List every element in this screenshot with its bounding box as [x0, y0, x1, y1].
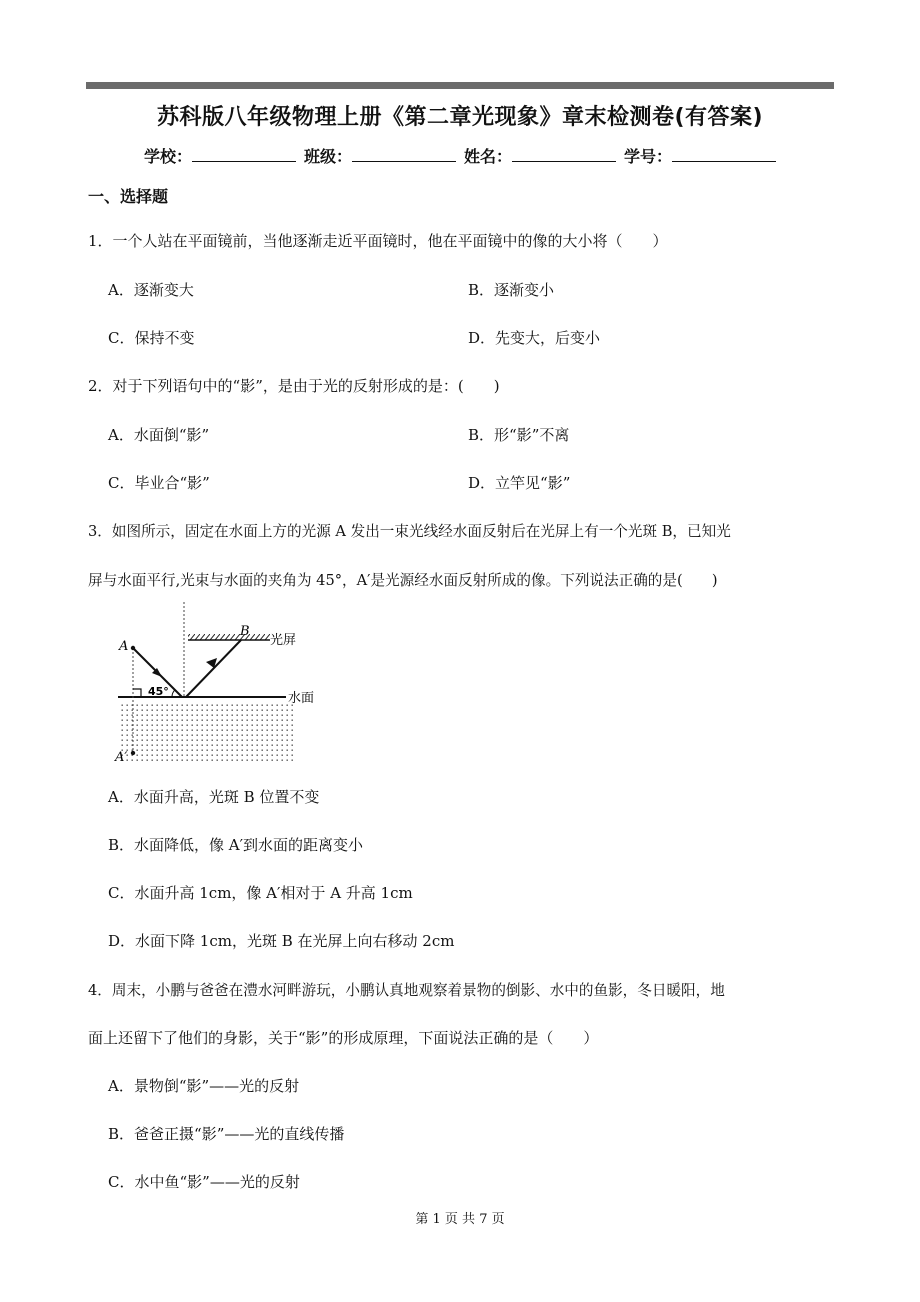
water-label: 水面	[288, 691, 315, 706]
angle-arc	[172, 690, 175, 697]
question-2-option-d: D．立竿见“影”	[468, 474, 571, 492]
question-3-option-c: C．水面升高 1cm，像 A′相对于 A 升高 1cm	[108, 884, 413, 902]
question-2-option-a: A．水面倒“影”	[108, 426, 210, 444]
water-body	[118, 702, 294, 764]
section-heading: 一、选择题	[88, 187, 169, 206]
question-1-option-c: C．保持不变	[108, 329, 195, 347]
school-label: 学校：	[143, 147, 192, 166]
question-1-stem: 1．一个人站在平面镜前，当他逐渐走近平面镜时，他在平面镜中的像的大小将（ ）	[88, 232, 668, 250]
question-4-stem-line-2: 面上还留下了他们的身影，关于“影”的形成原理，下面说法正确的是（ ）	[88, 1029, 599, 1047]
right-angle-mark	[133, 689, 141, 697]
point-a	[131, 646, 135, 650]
question-3-stem-line-1: 3．如图所示，固定在水面上方的光源 A 发出一束光线经水面反射后在光屏上有一个光斑 B，已知光	[88, 523, 731, 540]
question-1-option-a: A．逐渐变大	[108, 281, 194, 299]
class-blank	[352, 147, 456, 162]
student-id-blank	[672, 147, 776, 162]
question-1-option-b: B．逐渐变小	[468, 281, 555, 299]
question-1-option-d: D．先变大，后变小	[468, 329, 601, 347]
question-3-option-a: A．水面升高，光斑 B 位置不变	[108, 788, 320, 806]
point-a-prime	[131, 751, 135, 755]
header-rule	[86, 82, 834, 89]
student-info-line	[0, 144, 920, 167]
question-4-option-c: C．水中鱼“影”——光的反射	[108, 1173, 300, 1191]
label-a-prime: A′	[115, 750, 128, 765]
label-b: B	[240, 624, 250, 639]
question-2-stem: 2．对于下列语句中的“影”，是由于光的反射形成的是：( )	[88, 377, 500, 395]
school-blank	[192, 147, 296, 162]
screen-label: 光屏	[270, 633, 297, 648]
question-3-option-b: B．水面降低，像 A′到水面的距离变小	[108, 836, 364, 854]
reflection-diagram	[110, 598, 330, 770]
question-3-option-d: D．水面下降 1cm，光斑 B 在光屏上向右移动 2cm	[108, 932, 455, 950]
name-label: 姓名：	[464, 147, 513, 166]
page-footer: 第 1 页 共 7 页	[415, 1212, 505, 1227]
question-4-option-b: B．爸爸正摄“影”——光的直线传播	[108, 1125, 345, 1143]
reflected-ray	[186, 640, 241, 697]
question-2-option-b: B．形“影”不离	[468, 426, 570, 444]
angle-label: 45°	[148, 685, 169, 698]
question-4-stem-line-1: 4．周末，小鹏与爸爸在澧水河畔游玩，小鹏认真地观察着景物的倒影、水中的鱼影，冬日暖阳，地	[88, 982, 725, 999]
question-4-option-a: A．景物倒“影”——光的反射	[108, 1077, 300, 1095]
class-label: 班级：	[303, 147, 352, 166]
name-blank	[512, 147, 616, 162]
question-3-stem-line-2: 屏与水面平行,光束与水面的夹角为 45°，A′是光源经水面反射所成的像。下列说法正确的是( )	[88, 572, 718, 589]
screen-hatching	[188, 634, 270, 640]
page-title: 苏科版八年级物理上册《第二章光现象》章末检测卷(有答案)	[156, 105, 764, 130]
student-id-label: 学号：	[624, 147, 673, 166]
label-a: A	[119, 639, 129, 654]
question-2-option-c: C．毕业合“影”	[108, 474, 210, 492]
